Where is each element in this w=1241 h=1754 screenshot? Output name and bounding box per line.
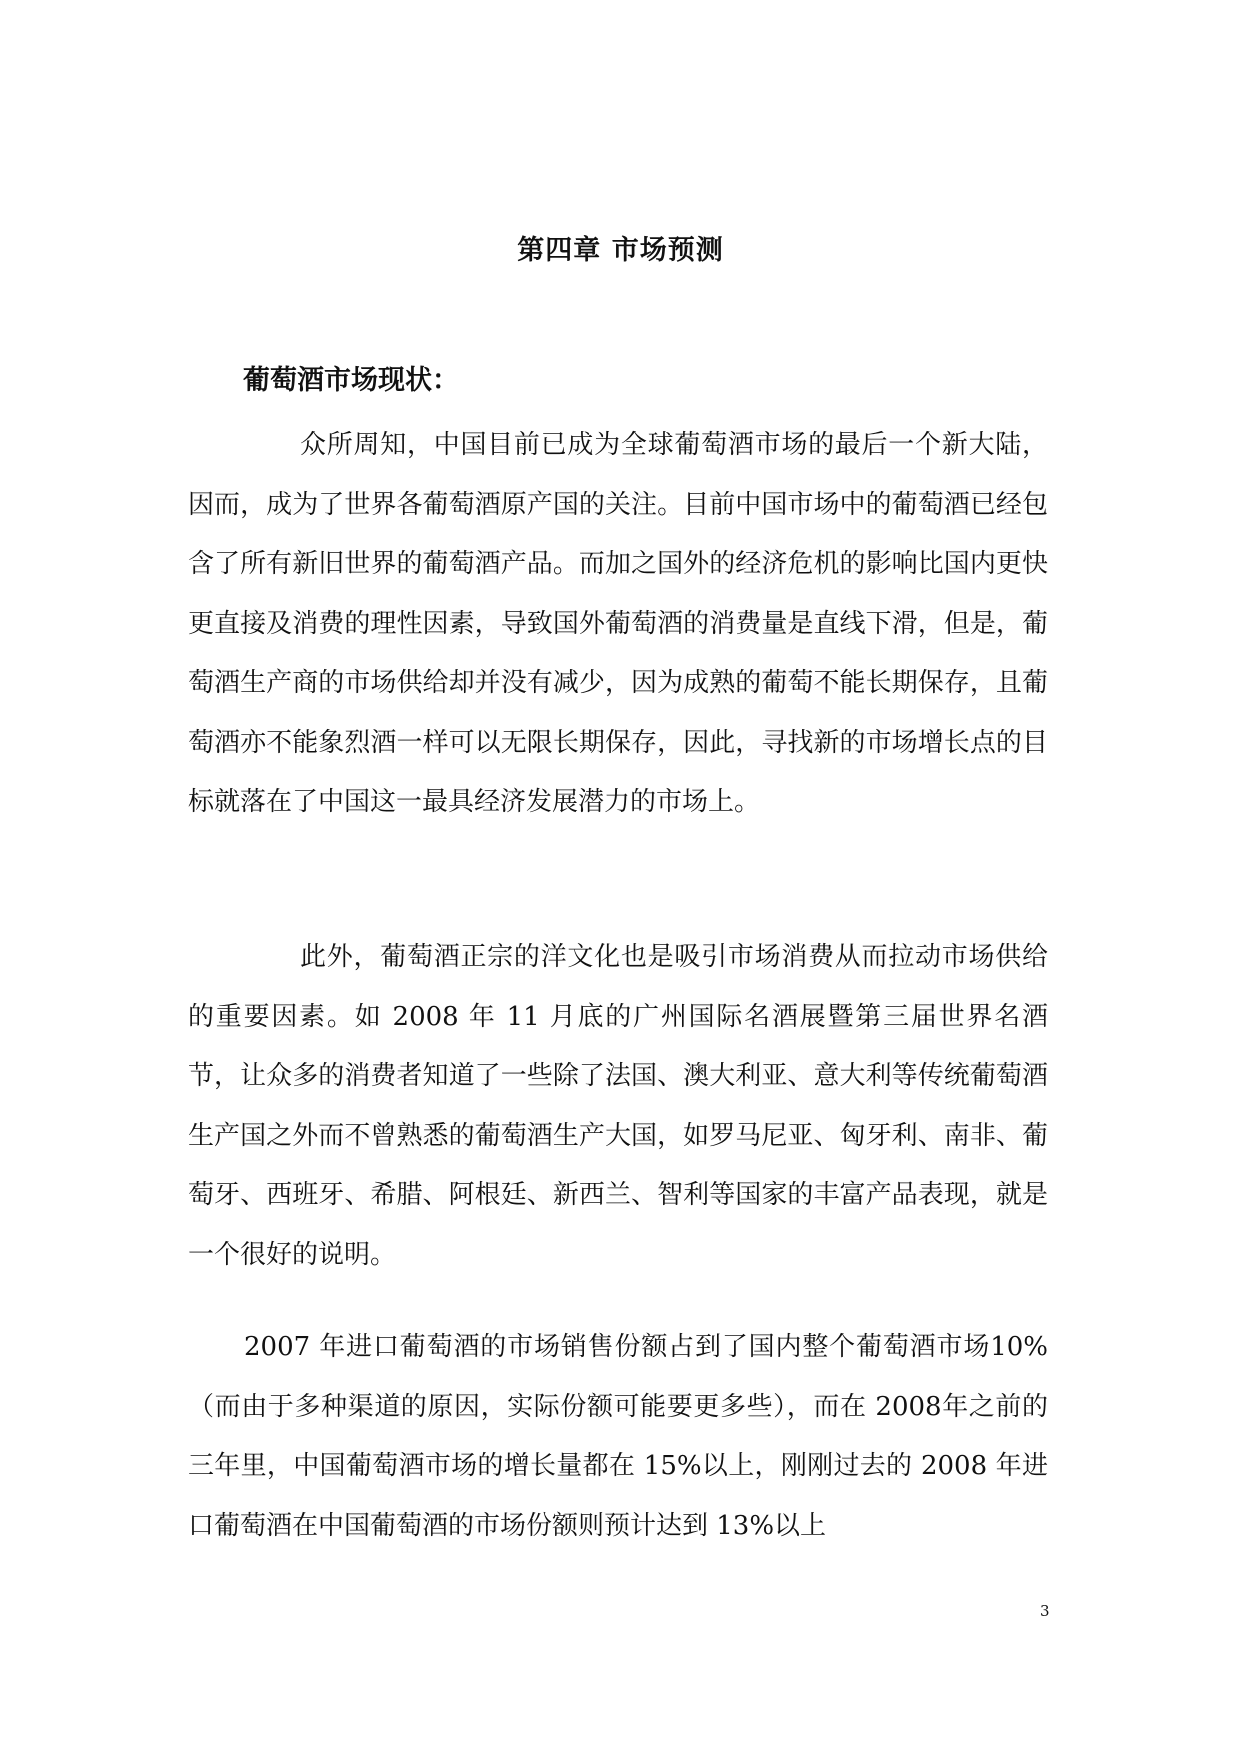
paragraph-market-overview: 众所周知，中国目前已成为全球葡萄酒市场的最后一个新大陆，因而，成为了世界各葡萄酒原产国的关注。目前中国市场中的葡萄酒已经包含了所有新旧世界的葡萄酒产品。而加之国外的经济危机的影响比国内更快更直接及消费的理性因素，导致国外葡萄酒的消费量是直线下滑，但是，葡萄酒生产商的市场供给却并没有减少，因为成熟的葡萄不能长期保存，且葡萄酒亦不能象烈酒一样可以无限长期保存，因此，寻找新的市场增长点的目标就落在了中国这一最具经济发展潜力的市场上。	[188, 430, 1048, 817]
paragraph-import-share: 2007 年进口葡萄酒的市场销售份额占到了国内整个葡萄酒市场10%（而由于多种渠道的原因，实际份额可能要更多些），而在 2008年之前的三年里，中国葡萄酒市场的增长量都在 15%以上，刚刚过去的 2008 年进口葡萄酒在中国葡萄酒的市场份额则预计达到 13%以上	[188, 1332, 1048, 1541]
section-heading: 葡萄酒市场现状：	[243, 365, 459, 396]
chapter-title: 第四章 市场预测	[517, 235, 724, 266]
paragraph-foreign-culture: 此外，葡萄酒正宗的洋文化也是吸引市场消费从而拉动市场供给的重要因素。如 2008 年 11 月底的广州国际名酒展暨第三届世界名酒节，让众多的消费者知道了一些除了法国、澳大利亚、意大利等传统葡萄酒生产国之外而不曾熟悉的葡萄酒生产大国，如罗马尼亚、匈牙利、南非、葡萄牙、西班牙、希腊、阿根廷、新西兰、智利等国家的丰富产品表现，就是一个很好的说明。	[188, 942, 1048, 1270]
page-number: 3	[1040, 1602, 1050, 1620]
